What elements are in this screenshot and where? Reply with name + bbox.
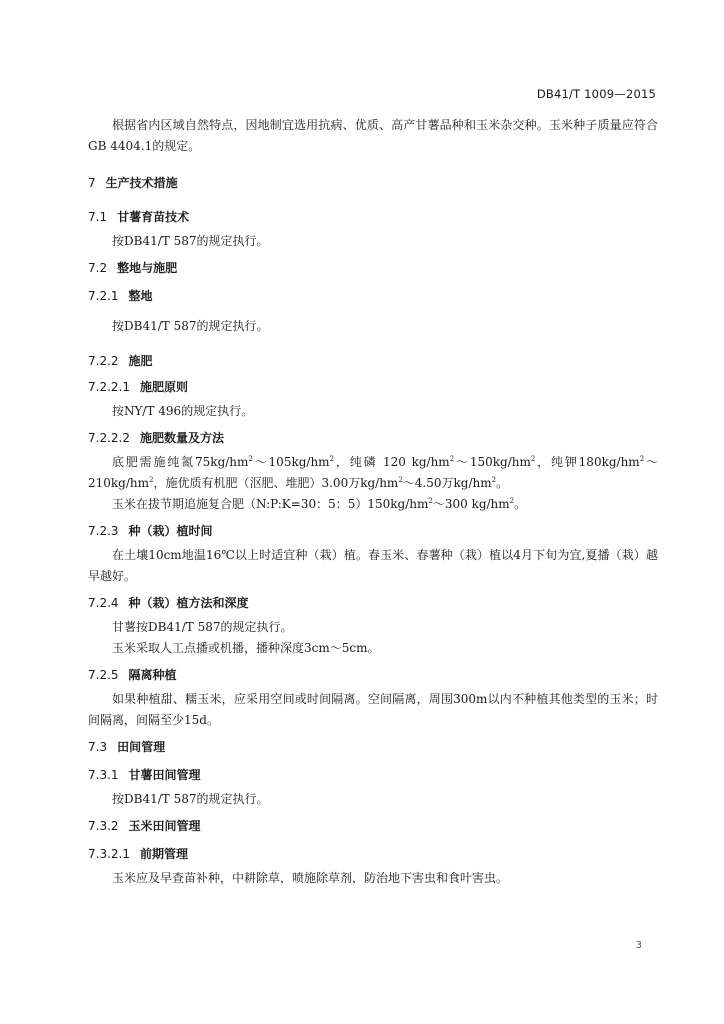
heading-title: 整地与施肥 bbox=[117, 261, 178, 275]
heading-title: 生产技术措施 bbox=[105, 176, 178, 190]
heading-title: 种（栽）植时间 bbox=[128, 524, 213, 538]
heading-7-2-5 bbox=[88, 665, 658, 685]
heading-title: 田间管理 bbox=[117, 740, 166, 754]
heading-7-3 bbox=[88, 737, 658, 757]
heading-number: 7 bbox=[88, 176, 96, 190]
heading-title: 整地 bbox=[128, 289, 153, 303]
paragraph-7-2-1: 按DB41/T 587的规定执行。 bbox=[112, 319, 269, 333]
heading-number: 7.3 bbox=[88, 740, 108, 754]
doc-code: DB41/T 1009—2015 bbox=[536, 87, 656, 101]
heading-title: 施肥 bbox=[128, 354, 153, 368]
paragraph-7-2-2-1: 按NY/T 496的规定执行。 bbox=[112, 404, 254, 418]
heading-number: 7.2.2.2 bbox=[88, 431, 130, 445]
paragraph-7-3-2-1: 玉米应及早查苗补种，中耕除草，喷施除草剂，防治地下害虫和食叶害虫。 bbox=[112, 871, 509, 885]
heading-7-3-1 bbox=[88, 765, 658, 785]
heading-title: 甘薯田间管理 bbox=[128, 768, 201, 782]
heading-number: 7.1 bbox=[88, 210, 108, 224]
paragraph-fertilizer-topdress: 玉米在拔节期追施复合肥（N:P:K=30：5：$5)150kg/hm^2\sim 300$ $kg/hm^2$。 bbox=[112, 497, 527, 511]
heading-title: 甘薯育苗技术 bbox=[117, 210, 190, 224]
heading-7 bbox=[88, 173, 658, 193]
heading-number: 7.3.2.1 bbox=[88, 847, 130, 861]
heading-number: 7.3.1 bbox=[88, 768, 119, 782]
paragraph-7-2-3: 在土壤10cm地温16℃以上时适宜种（栽）植。春玉米、春薯种（栽）植以4月下旬为宜,夏播（栽）越早越好。 bbox=[88, 548, 658, 583]
heading-7-2-2 bbox=[88, 351, 658, 371]
heading-number: 7.2.5 bbox=[88, 668, 119, 682]
heading-number: 7.3.2 bbox=[88, 819, 119, 833]
heading-number: 7.2.4 bbox=[88, 596, 119, 610]
page-number: 3 bbox=[635, 940, 642, 951]
heading-title: 施肥原则 bbox=[139, 380, 188, 394]
heading-7-2-3 bbox=[88, 521, 658, 541]
heading-7-2-4 bbox=[88, 593, 658, 613]
heading-7-3-2 bbox=[88, 816, 658, 836]
paragraph-7-1: 按DB41/T 587的规定执行。 bbox=[112, 234, 269, 248]
heading-7-2-2-1 bbox=[88, 377, 658, 397]
heading-7-2 bbox=[88, 258, 658, 278]
heading-number: 7.2.3 bbox=[88, 524, 119, 538]
heading-title: 施肥数量及方法 bbox=[139, 431, 224, 445]
heading-title: 隔离种植 bbox=[128, 668, 177, 682]
document-body bbox=[88, 115, 658, 889]
paragraph-7-2-5: 如果种植甜、糯玉米，应采用空间或时间隔离。空间隔离，周围300m以内不种植其他类型的玉米；时间隔离，间隔至少15d。 bbox=[88, 692, 658, 727]
heading-title: 前期管理 bbox=[139, 847, 188, 861]
heading-7-1 bbox=[88, 207, 658, 227]
heading-number: 7.2.1 bbox=[88, 289, 119, 303]
heading-number: 7.2 bbox=[88, 261, 108, 275]
paragraph-fertilizer-base: 底肥需施纯氮$75kg/hm^2\sim 105kg/hm^2$，纯磷 120 $kg/hm^2\sim 150kg/hm^2$，纯钾$180kg/hm^2\sim 210kg/hm^2$，施优质有机肥（沤肥、堆肥）3.00万$kg/hm^2\sim 4.50$万$kg/hm^2$。 bbox=[88, 455, 658, 490]
heading-number: 7.2.2.1 bbox=[88, 380, 130, 394]
heading-7-2-2-2 bbox=[88, 428, 658, 448]
paragraph-7-3-1: 按DB41/T 587的规定执行。 bbox=[112, 792, 269, 806]
heading-title: 种（栽）植方法和深度 bbox=[128, 596, 249, 610]
paragraph-7-2-4-sweet-potato: 甘薯按DB41/T 587的规定执行。 bbox=[112, 620, 293, 634]
heading-number: 7.2.2 bbox=[88, 354, 119, 368]
heading-7-2-1 bbox=[88, 286, 658, 306]
heading-7-3-2-1 bbox=[88, 844, 658, 864]
heading-title: 玉米田间管理 bbox=[128, 819, 201, 833]
paragraph-variety: 根据省内区域自然特点，因地制宜选用抗病、优质、高产甘薯品种和玉米杂交种。玉米种子质量应符合GB 4404.1的规定。 bbox=[88, 118, 658, 153]
paragraph-7-2-4-corn: 玉米采取人工点播或机播，播种深度3cm～5cm。 bbox=[112, 641, 380, 655]
